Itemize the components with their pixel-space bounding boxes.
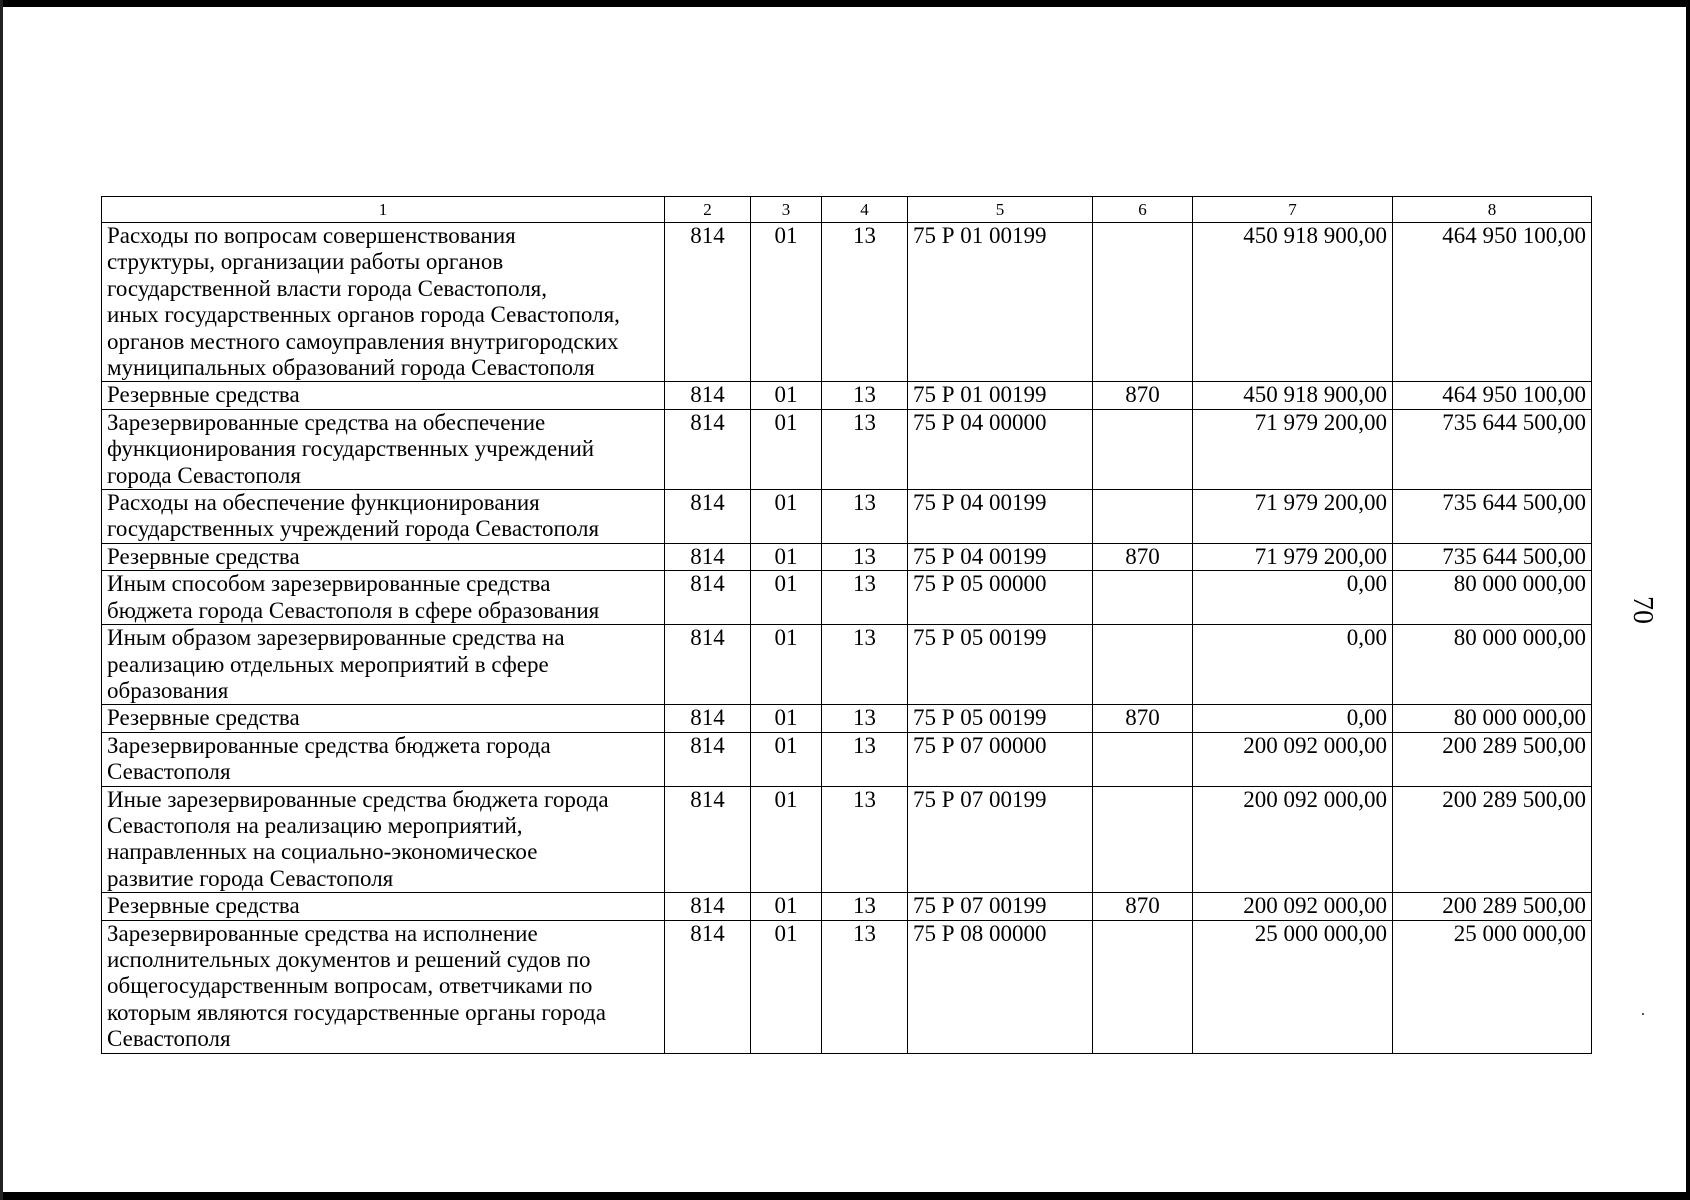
- description-line: Резервные средства: [107, 382, 300, 408]
- amount-col-7: 25 000 000,00: [1193, 920, 1393, 1053]
- table-row: [102, 625, 1592, 705]
- row-description: [102, 382, 665, 409]
- description-line: развитие города Севастополя: [107, 865, 394, 891]
- description-line: Севастополя на реализацию мероприятий,: [107, 812, 523, 838]
- header-col-2: 2: [665, 197, 751, 223]
- expense-type-code: [1093, 409, 1193, 489]
- row-description: [102, 732, 665, 786]
- amount-col-8: 80 000 000,00: [1393, 705, 1592, 732]
- description-line: Расходы по вопросам совершенствования: [107, 223, 516, 248]
- ministry-code: 814: [665, 490, 751, 544]
- section-code: 01: [751, 223, 822, 382]
- amount-col-8: 200 289 500,00: [1393, 732, 1592, 786]
- row-description: [102, 571, 665, 625]
- amount-col-7: 200 092 000,00: [1193, 786, 1393, 893]
- description-line: направленных на социально-экономическое: [107, 839, 538, 865]
- section-code: 01: [751, 382, 822, 409]
- target-article-code: 75 Р 04 00199: [908, 543, 1093, 570]
- subsection-code: 13: [822, 571, 908, 625]
- header-row: [102, 197, 1592, 223]
- header-col-5: 5: [908, 197, 1093, 223]
- description-line: функционирования государственных учреждений: [107, 436, 595, 462]
- page-number: 70: [1627, 596, 1658, 624]
- ministry-code: 814: [665, 223, 751, 382]
- expense-type-code: 870: [1093, 382, 1193, 409]
- row-description: [102, 786, 665, 893]
- amount-col-8: 464 950 100,00: [1393, 223, 1592, 382]
- amount-col-8: 80 000 000,00: [1393, 625, 1592, 705]
- expense-type-code: 870: [1093, 893, 1193, 920]
- amount-col-7: 71 979 200,00: [1193, 409, 1393, 489]
- table-row: [102, 490, 1592, 544]
- amount-col-8: 735 644 500,00: [1393, 543, 1592, 570]
- section-code: 01: [751, 571, 822, 625]
- description-line: Иным образом зарезервированные средства на: [107, 625, 565, 651]
- description-line: государственных учреждений города Севастополя: [107, 516, 600, 542]
- expense-type-code: [1093, 920, 1193, 1053]
- budget-table: [101, 196, 1592, 1054]
- amount-col-8: 735 644 500,00: [1393, 490, 1592, 544]
- row-description: [102, 893, 665, 920]
- expense-type-code: [1093, 786, 1193, 893]
- scan-border-top: [0, 0, 1690, 7]
- table-row: [102, 409, 1592, 489]
- target-article-code: 75 Р 04 00199: [908, 490, 1093, 544]
- subsection-code: 13: [822, 786, 908, 893]
- subsection-code: 13: [822, 223, 908, 382]
- ministry-code: 814: [665, 705, 751, 732]
- target-article-code: 75 Р 07 00000: [908, 732, 1093, 786]
- header-col-3: 3: [751, 197, 822, 223]
- ministry-code: 814: [665, 920, 751, 1053]
- header-col-8: 8: [1393, 197, 1592, 223]
- row-description: [102, 625, 665, 705]
- scan-speck: [1642, 1013, 1644, 1015]
- table-row: [102, 920, 1592, 1053]
- target-article-code: 75 Р 05 00199: [908, 625, 1093, 705]
- expense-type-code: [1093, 732, 1193, 786]
- subsection-code: 13: [822, 625, 908, 705]
- row-description: [102, 543, 665, 570]
- description-line: бюджета города Севастополя в сфере образования: [107, 597, 600, 623]
- expense-type-code: [1093, 571, 1193, 625]
- table-row: [102, 786, 1592, 893]
- section-code: 01: [751, 705, 822, 732]
- description-line: Зарезервированные средства бюджета города: [107, 732, 551, 758]
- description-line: Иным способом зарезервированные средства: [107, 571, 551, 597]
- description-line: муниципальных образований города Севастополя: [107, 355, 595, 381]
- table-row: [102, 223, 1592, 382]
- description-line: структуры, организации работы органов: [107, 249, 504, 275]
- description-line: Севастополя: [107, 759, 231, 785]
- ministry-code: 814: [665, 732, 751, 786]
- target-article-code: 75 Р 07 00199: [908, 786, 1093, 893]
- section-code: 01: [751, 409, 822, 489]
- description-line: исполнительных документов и решений судов по: [107, 946, 591, 972]
- description-line: Расходы на обеспечение функционирования: [107, 490, 540, 516]
- description-line: города Севастополя: [107, 462, 301, 488]
- section-code: 01: [751, 920, 822, 1053]
- amount-col-7: 200 092 000,00: [1193, 732, 1393, 786]
- description-line: Резервные средства: [107, 705, 300, 731]
- ministry-code: 814: [665, 786, 751, 893]
- amount-col-8: 464 950 100,00: [1393, 382, 1592, 409]
- amount-col-8: 200 289 500,00: [1393, 893, 1592, 920]
- header-col-4: 4: [822, 197, 908, 223]
- target-article-code: 75 Р 08 00000: [908, 920, 1093, 1053]
- target-article-code: 75 Р 05 00199: [908, 705, 1093, 732]
- row-description: [102, 920, 665, 1053]
- description-line: реализацию отдельных мероприятий в сфере: [107, 651, 549, 677]
- target-article-code: 75 Р 01 00199: [908, 382, 1093, 409]
- amount-col-8: 735 644 500,00: [1393, 409, 1592, 489]
- scan-border-bottom: [0, 1192, 1690, 1200]
- header-col-6: 6: [1093, 197, 1193, 223]
- target-article-code: 75 Р 04 00000: [908, 409, 1093, 489]
- description-line: Резервные средства: [107, 893, 300, 919]
- amount-col-7: 0,00: [1193, 625, 1393, 705]
- ministry-code: 814: [665, 409, 751, 489]
- table-row: [102, 382, 1592, 409]
- description-line: Севастополя: [107, 1026, 231, 1052]
- description-line: Зарезервированные средства на обеспечение: [107, 409, 546, 435]
- subsection-code: 13: [822, 382, 908, 409]
- section-code: 01: [751, 893, 822, 920]
- subsection-code: 13: [822, 920, 908, 1053]
- description-line: государственной власти города Севастополя,: [107, 275, 547, 301]
- description-line: Иные зарезервированные средства бюджета города: [107, 786, 609, 812]
- scan-border-right: [1686, 0, 1690, 1200]
- scan-border-left: [0, 0, 3, 1200]
- row-description: [102, 409, 665, 489]
- subsection-code: 13: [822, 409, 908, 489]
- table-row: [102, 571, 1592, 625]
- amount-col-7: 0,00: [1193, 705, 1393, 732]
- target-article-code: 75 Р 05 00000: [908, 571, 1093, 625]
- header-col-7: 7: [1193, 197, 1393, 223]
- target-article-code: 75 Р 01 00199: [908, 223, 1093, 382]
- row-description: [102, 490, 665, 544]
- description-line: образования: [107, 677, 229, 703]
- description-line: Зарезервированные средства на исполнение: [107, 920, 538, 946]
- subsection-code: 13: [822, 732, 908, 786]
- expense-type-code: [1093, 223, 1193, 382]
- ministry-code: 814: [665, 543, 751, 570]
- row-description: [102, 705, 665, 732]
- table-row: [102, 705, 1592, 732]
- section-code: 01: [751, 732, 822, 786]
- section-code: 01: [751, 543, 822, 570]
- expense-type-code: [1093, 490, 1193, 544]
- ministry-code: 814: [665, 571, 751, 625]
- expense-type-code: 870: [1093, 543, 1193, 570]
- table-body: [102, 223, 1592, 1054]
- section-code: 01: [751, 490, 822, 544]
- subsection-code: 13: [822, 705, 908, 732]
- subsection-code: 13: [822, 893, 908, 920]
- section-code: 01: [751, 625, 822, 705]
- subsection-code: 13: [822, 490, 908, 544]
- ministry-code: 814: [665, 382, 751, 409]
- table-row: [102, 732, 1592, 786]
- ministry-code: 814: [665, 625, 751, 705]
- table-row: [102, 893, 1592, 920]
- description-line: общегосударственным вопросам, ответчиками по: [107, 973, 593, 999]
- description-line: иных государственных органов города Севастополя,: [107, 302, 620, 328]
- target-article-code: 75 Р 07 00199: [908, 893, 1093, 920]
- amount-col-7: 71 979 200,00: [1193, 490, 1393, 544]
- description-line: Резервные средства: [107, 543, 300, 569]
- amount-col-7: 0,00: [1193, 571, 1393, 625]
- amount-col-7: 200 092 000,00: [1193, 893, 1393, 920]
- subsection-code: 13: [822, 543, 908, 570]
- description-line: органов местного самоуправления внутригородских: [107, 328, 619, 354]
- row-description: [102, 223, 665, 382]
- ministry-code: 814: [665, 893, 751, 920]
- amount-col-8: 80 000 000,00: [1393, 571, 1592, 625]
- amount-col-7: 450 918 900,00: [1193, 382, 1393, 409]
- table-row: [102, 543, 1592, 570]
- header-col-1: 1: [102, 197, 665, 223]
- amount-col-8: 200 289 500,00: [1393, 786, 1592, 893]
- description-line: которым являются государственные органы города: [107, 999, 606, 1025]
- expense-type-code: 870: [1093, 705, 1193, 732]
- amount-col-7: 450 918 900,00: [1193, 223, 1393, 382]
- amount-col-7: 71 979 200,00: [1193, 543, 1393, 570]
- expense-type-code: [1093, 625, 1193, 705]
- amount-col-8: 25 000 000,00: [1393, 920, 1592, 1053]
- section-code: 01: [751, 786, 822, 893]
